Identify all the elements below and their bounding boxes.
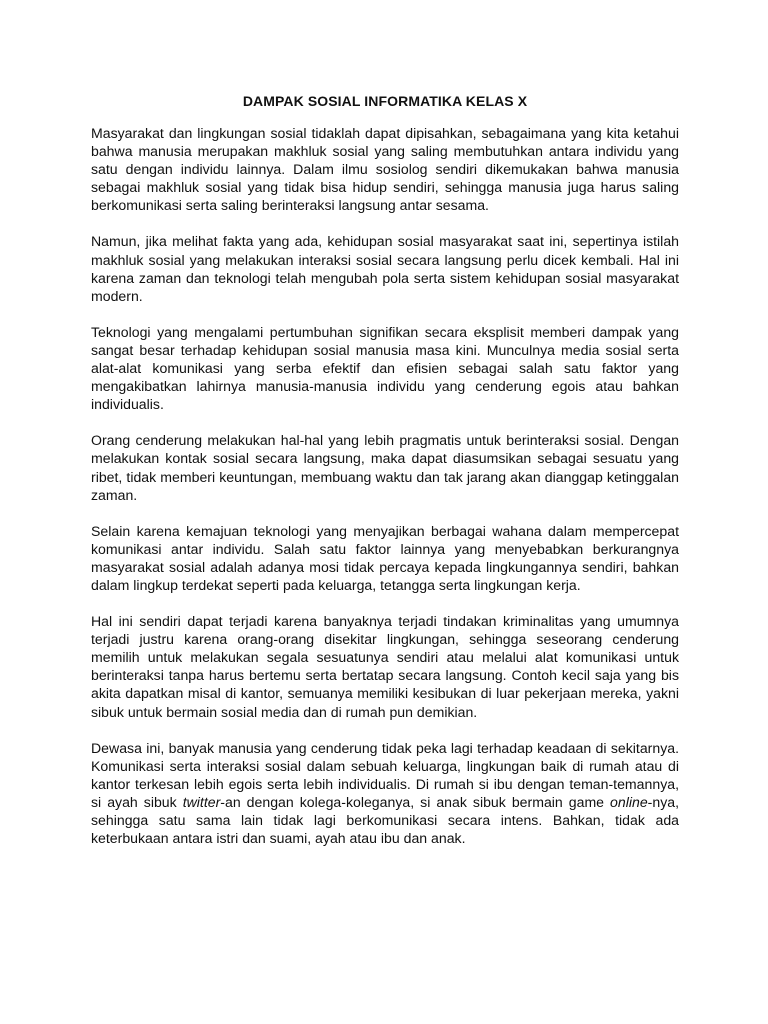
paragraph-7-text-3: -nya, sehingga satu sama lain tidak lagi berkomunikasi secara intens. Bahkan, tidak ada keterbukaan antara istri dan suami, ayah atau ibu dan anak. [91, 793, 680, 847]
paragraph-2: Namun, jika melihat fakta yang ada, kehidupan sosial masyarakat saat ini, sepertinya istilah makhluk sosial yang melakukan interaksi sosial secara langsung perlu dicek kembali. Hal ini karena zaman dan teknologi telah mengubah pola serta sistem kehidupan sosial masyarakat modern. [91, 233, 679, 304]
paragraph-6: Hal ini sendiri dapat terjadi karena banyaknya terjadi tindakan kriminalitas yang umumnya terjadi justru karena orang-orang disekitar lingkungan, sehingga seseorang cenderung memilih untuk melakukan segala sesuatunya sendiri atau melalui alat komunikasi untuk berinteraksi tanpa harus bertemu serta bertatap secara langsung. Contoh kecil saja yang bis akita dapatkan misal di kantor, semuanya memiliki kesibukan di luar pekerjaan mereka, yakni sibuk untuk bermain sosial media dan di rumah pun demikian. [91, 613, 679, 720]
paragraph-7-text-1: Dewasa ini, banyak manusia yang cenderung tidak peka lagi terhadap keadaan di sekitarnya. Komunikasi serta interaksi sosial dalam sebuah keluarga, lingkungan baik di rumah atau di kantor terkesan lebih egois serta lebih individualis. Di rumah si ibu dengan teman-temannya, si ayah sibuk [91, 739, 679, 810]
paragraph-7-text-2: -an dengan kolega-koleganya, si anak sibuk bermain game [220, 793, 611, 810]
paragraph-4: Orang cenderung melakukan hal-hal yang lebih pragmatis untuk berinteraksi sosial. Dengan melakukan kontak sosial secara langsung, maka dapat diasumsikan sebagai sesuatu yang ribet, tidak memberi keuntungan, membuang waktu dan tak jarang akan dianggap ketinggalan zaman. [91, 432, 679, 503]
document-body [91, 92, 679, 865]
document-title: DAMPAK SOSIAL INFORMATIKA KELAS X [242, 93, 528, 109]
paragraph-1: Masyarakat dan lingkungan sosial tidaklah dapat dipisahkan, sebagaimana yang kita ketahui bahwa manusia merupakan makhluk sosial yang saling membutuhkan antara individu yang satu dengan individu lainnya. Dalam ilmu sosiolog sendiri dikemukakan bahwa manusia sebagai makhluk sosial yang tidak bisa hidup sendiri, sehingga manusia juga harus saling berkomunikasi serta saling berinteraksi langsung antar sesama. [91, 125, 679, 214]
paragraph-7-italic-online: online [610, 793, 648, 810]
paragraph-3: Teknologi yang mengalami pertumbuhan signifikan secara eksplisit memberi dampak yang sangat besar terhadap kehidupan sosial manusia masa kini. Munculnya media sosial serta alat-alat komunikasi yang serba efektif dan efisien sebagai salah satu faktor yang mengakibatkan lahirnya manusia-manusia individu yang cenderung egois atau bahkan individualis. [91, 323, 679, 413]
paragraph-5: Selain karena kemajuan teknologi yang menyajikan berbagai wahana dalam mempercepat komunikasi antar individu. Salah satu faktor lainnya yang menyebabkan berkurangnya masyarakat sosial adalah adanya mosi tidak percaya kepada lingkungannya sendiri, bahkan dalam lingkup terdekat seperti pada keluarga, tetangga serta lingkungan kerja. [91, 522, 679, 593]
paragraph-7-italic-twitter: twitter [182, 793, 221, 810]
paragraph-7 [91, 739, 679, 848]
